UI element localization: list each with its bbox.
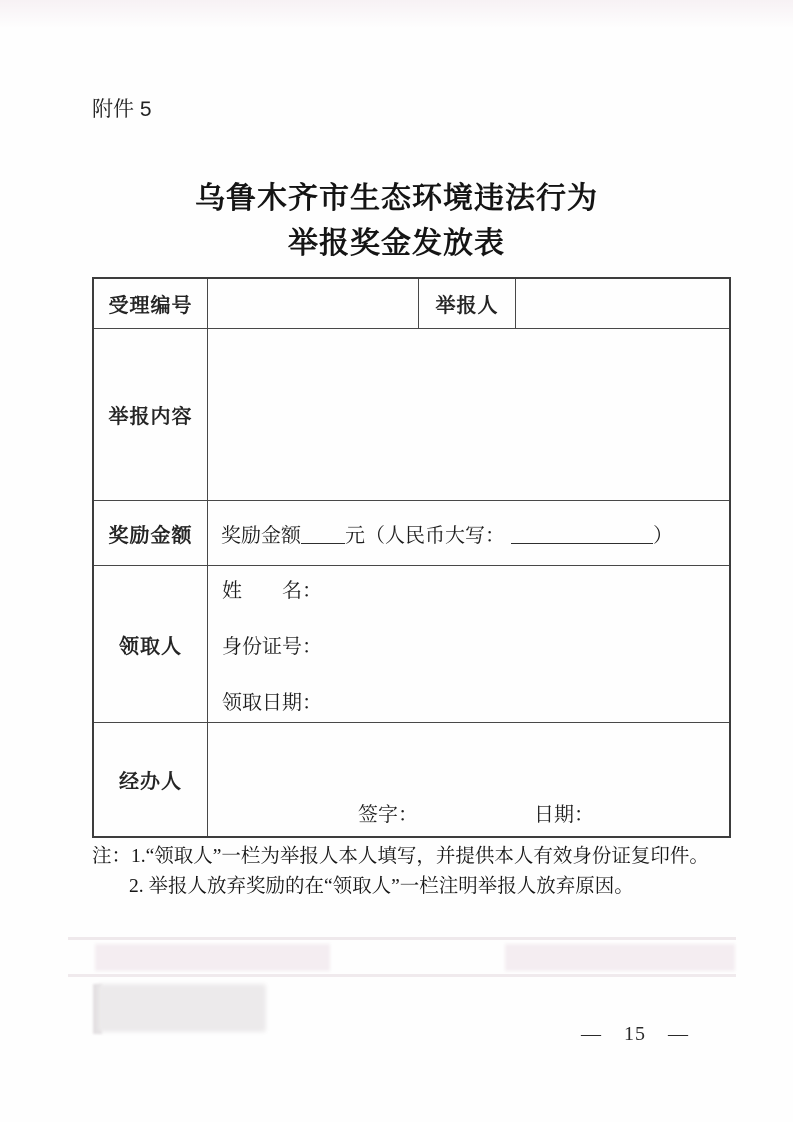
acceptance-number-label: 受理编号 xyxy=(108,295,193,317)
handler-label: 经办人 xyxy=(119,771,182,793)
reward-amount-prefix: 奖励金额 xyxy=(221,524,301,547)
note-item-2: 2. 举报人放弃奖励的在“领取人”一栏注明举报人放弃原因。 xyxy=(129,876,634,897)
report-content-value-cell xyxy=(207,329,729,500)
reward-amount-blank xyxy=(301,523,345,544)
recipient-name-field: 姓 名： xyxy=(222,579,322,602)
table-row-reward-amount xyxy=(94,500,729,565)
reporter-value-cell xyxy=(515,279,729,328)
table-row-acceptance xyxy=(94,279,729,328)
reward-amount-mid: 元（人民币大写： xyxy=(345,524,505,547)
reporter-label: 举报人 xyxy=(418,279,515,328)
reward-amount-suffix: ） xyxy=(653,524,673,547)
document-title xyxy=(0,176,793,266)
page-number: — 15 — xyxy=(581,1023,689,1045)
table-row-recipient xyxy=(94,565,729,722)
handler-value-cell xyxy=(207,723,729,836)
reward-distribution-form-table xyxy=(92,277,731,838)
scan-artifact-smudge xyxy=(98,984,266,1032)
table-row-handler xyxy=(94,722,729,836)
attachment-label: 附件 5 xyxy=(92,98,152,121)
recipient-id-field: 身份证号： xyxy=(222,635,322,658)
handler-signature-field: 签字： xyxy=(358,804,418,826)
scan-artifact-streak-1 xyxy=(68,937,736,940)
title-line-1: 乌鲁木齐市生态环境违法行为 xyxy=(195,181,598,216)
handler-date-field: 日期： xyxy=(534,804,594,826)
table-row-report-content xyxy=(94,328,729,500)
scan-artifact-bleedthrough-text-right xyxy=(505,944,735,971)
title-line-2: 举报奖金发放表 xyxy=(288,226,505,261)
form-notes xyxy=(92,842,740,902)
note-item-1: 注：1.“领取人”一栏为举报人本人填写，并提供本人有效身份证复印件。 xyxy=(92,846,709,867)
recipient-value-cell xyxy=(207,566,729,722)
recipient-label: 领取人 xyxy=(119,635,182,658)
reward-amount-label: 奖励金额 xyxy=(108,524,193,547)
report-content-label: 举报内容 xyxy=(108,406,193,428)
scan-artifact-streak-2 xyxy=(68,974,736,977)
scan-artifact-top-band xyxy=(0,0,793,34)
acceptance-number-value-cell xyxy=(207,279,418,328)
scan-artifact-bleedthrough-text-left xyxy=(95,944,330,971)
reward-amount-value-cell xyxy=(207,501,729,565)
recipient-date-field: 领取日期： xyxy=(222,691,322,714)
reward-amount-words-blank xyxy=(511,523,653,544)
